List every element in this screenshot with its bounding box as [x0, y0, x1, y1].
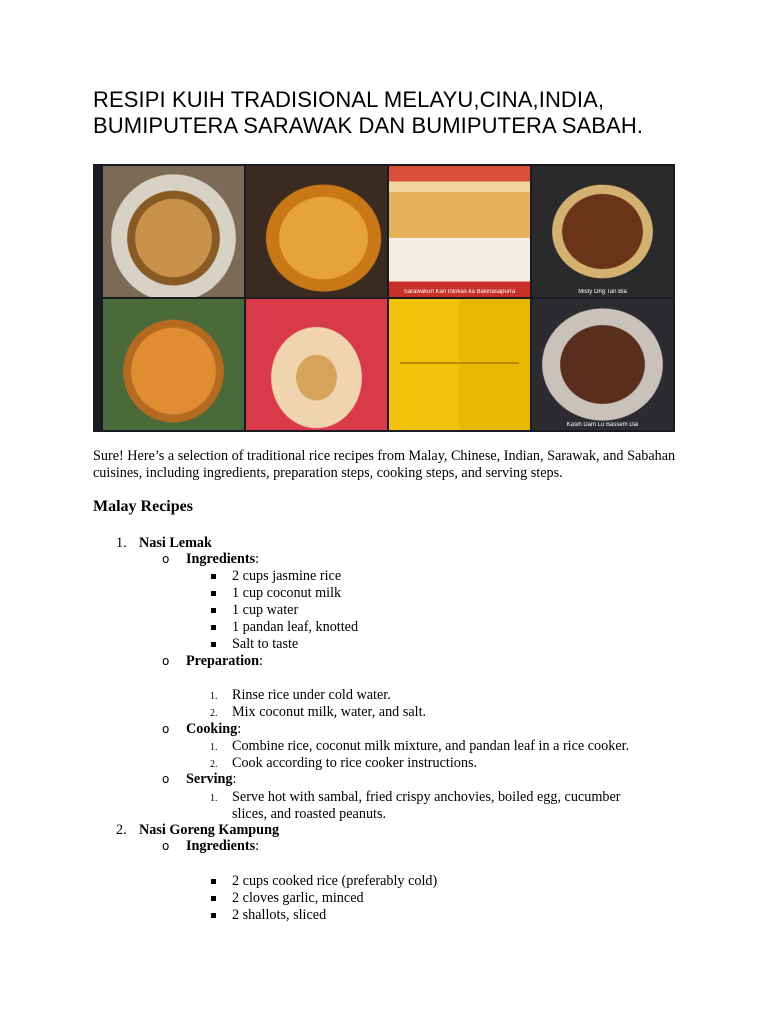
section-heading: Malay Recipes: [93, 498, 193, 515]
step-number: 1.: [210, 742, 218, 753]
square-bullet-icon: [211, 591, 216, 596]
ingredient-item: 2 cloves garlic, minced: [232, 890, 364, 906]
kuih-photo-4: [532, 166, 673, 297]
square-bullet-icon: [211, 625, 216, 630]
colon: :: [232, 771, 237, 787]
recipe-name: [139, 822, 279, 839]
circle-bullet-icon: o: [162, 772, 170, 786]
square-bullet-icon: [211, 642, 216, 647]
square-bullet-icon: [211, 574, 216, 579]
cooking-heading: [186, 721, 241, 738]
kuih-photo-collage: [93, 164, 675, 432]
circle-bullet-icon: o: [162, 839, 170, 853]
colon: :: [255, 838, 260, 854]
circle-bullet-icon: o: [162, 654, 170, 668]
serving-step-line: slices, and roasted peanuts.: [232, 806, 387, 822]
recipe-number: 1.: [116, 535, 127, 551]
cooking-step: Combine rice, coconut milk mixture, and pandan leaf in a rice cooker.: [232, 738, 630, 754]
kuih-photo-6: [246, 299, 387, 430]
preparation-label: Preparation: [186, 653, 260, 669]
ingredients-heading: [186, 838, 259, 855]
ingredient-item: 2 cups cooked rice (preferably cold): [232, 873, 438, 889]
kuih-photo-3: [389, 166, 530, 297]
cooking-label: Cooking: [186, 721, 238, 737]
ingredients-label: Ingredients: [186, 551, 256, 567]
square-bullet-icon: [211, 879, 216, 884]
circle-bullet-icon: o: [162, 552, 170, 566]
kuih-photo-1: [103, 166, 244, 297]
kuih-photo-8: [532, 299, 673, 430]
serving-heading: [186, 771, 236, 788]
square-bullet-icon: [211, 913, 216, 918]
circle-bullet-icon: o: [162, 722, 170, 736]
recipe-name-text: Nasi Lemak: [139, 535, 212, 551]
document-title: RESIPI KUIH TRADISIONAL MELAYU,CINA,INDIA, BUMIPUTERA SARAWAK DAN BUMIPUTERA SABAH.: [93, 87, 644, 138]
ingredients-heading: [186, 551, 259, 568]
photo-caption: Sarawakurl Kan Inlokas ka Bakinasapurra: [403, 289, 516, 295]
step-number: 1.: [210, 793, 218, 804]
kuih-photo-7: [389, 299, 530, 430]
step-number: 2.: [210, 759, 218, 770]
step-number: 2.: [210, 708, 218, 719]
ingredients-label: Ingredients: [186, 838, 256, 854]
intro-paragraph: Sure! Here’s a selection of traditional rice recipes from Malay, Chinese, Indian, Sarawak, and Sabahan cuisines, including ingredients, preparation steps, cooking steps, and serving steps.: [93, 448, 676, 481]
preparation-heading: [186, 653, 263, 670]
recipe-name: [139, 535, 212, 552]
colon: :: [237, 721, 242, 737]
cooking-step: Cook according to rice cooker instructions.: [232, 755, 478, 771]
recipe-number: 2.: [116, 822, 127, 838]
photo-caption: Misty Ong Tan Bla: [578, 289, 627, 295]
serving-step-line: Serve hot with sambal, fried crispy anchovies, boiled egg, cucumber: [232, 789, 621, 805]
square-bullet-icon: [211, 608, 216, 613]
kuih-photo-5: [103, 299, 244, 430]
ingredient-item: 1 cup water: [232, 602, 299, 618]
ingredient-item: 1 cup coconut milk: [232, 585, 342, 601]
ingredient-item: 1 pandan leaf, knotted: [232, 619, 359, 635]
photo-caption: Kasih Dam Lu Bassem Dai: [566, 422, 639, 428]
preparation-step: Rinse rice under cold water.: [232, 687, 391, 703]
ingredient-item: Salt to taste: [232, 636, 299, 652]
colon: :: [259, 653, 263, 669]
preparation-step: Mix coconut milk, water, and salt.: [232, 704, 427, 720]
serving-label: Serving: [186, 771, 233, 787]
ingredient-item: 2 cups jasmine rice: [232, 568, 342, 584]
square-bullet-icon: [211, 896, 216, 901]
recipe-name-text: Nasi Goreng Kampung: [139, 822, 280, 838]
colon: :: [255, 551, 260, 567]
step-number: 1.: [210, 691, 218, 702]
kuih-photo-2: [246, 166, 387, 297]
ingredient-item: 2 shallots, sliced: [232, 907, 327, 923]
